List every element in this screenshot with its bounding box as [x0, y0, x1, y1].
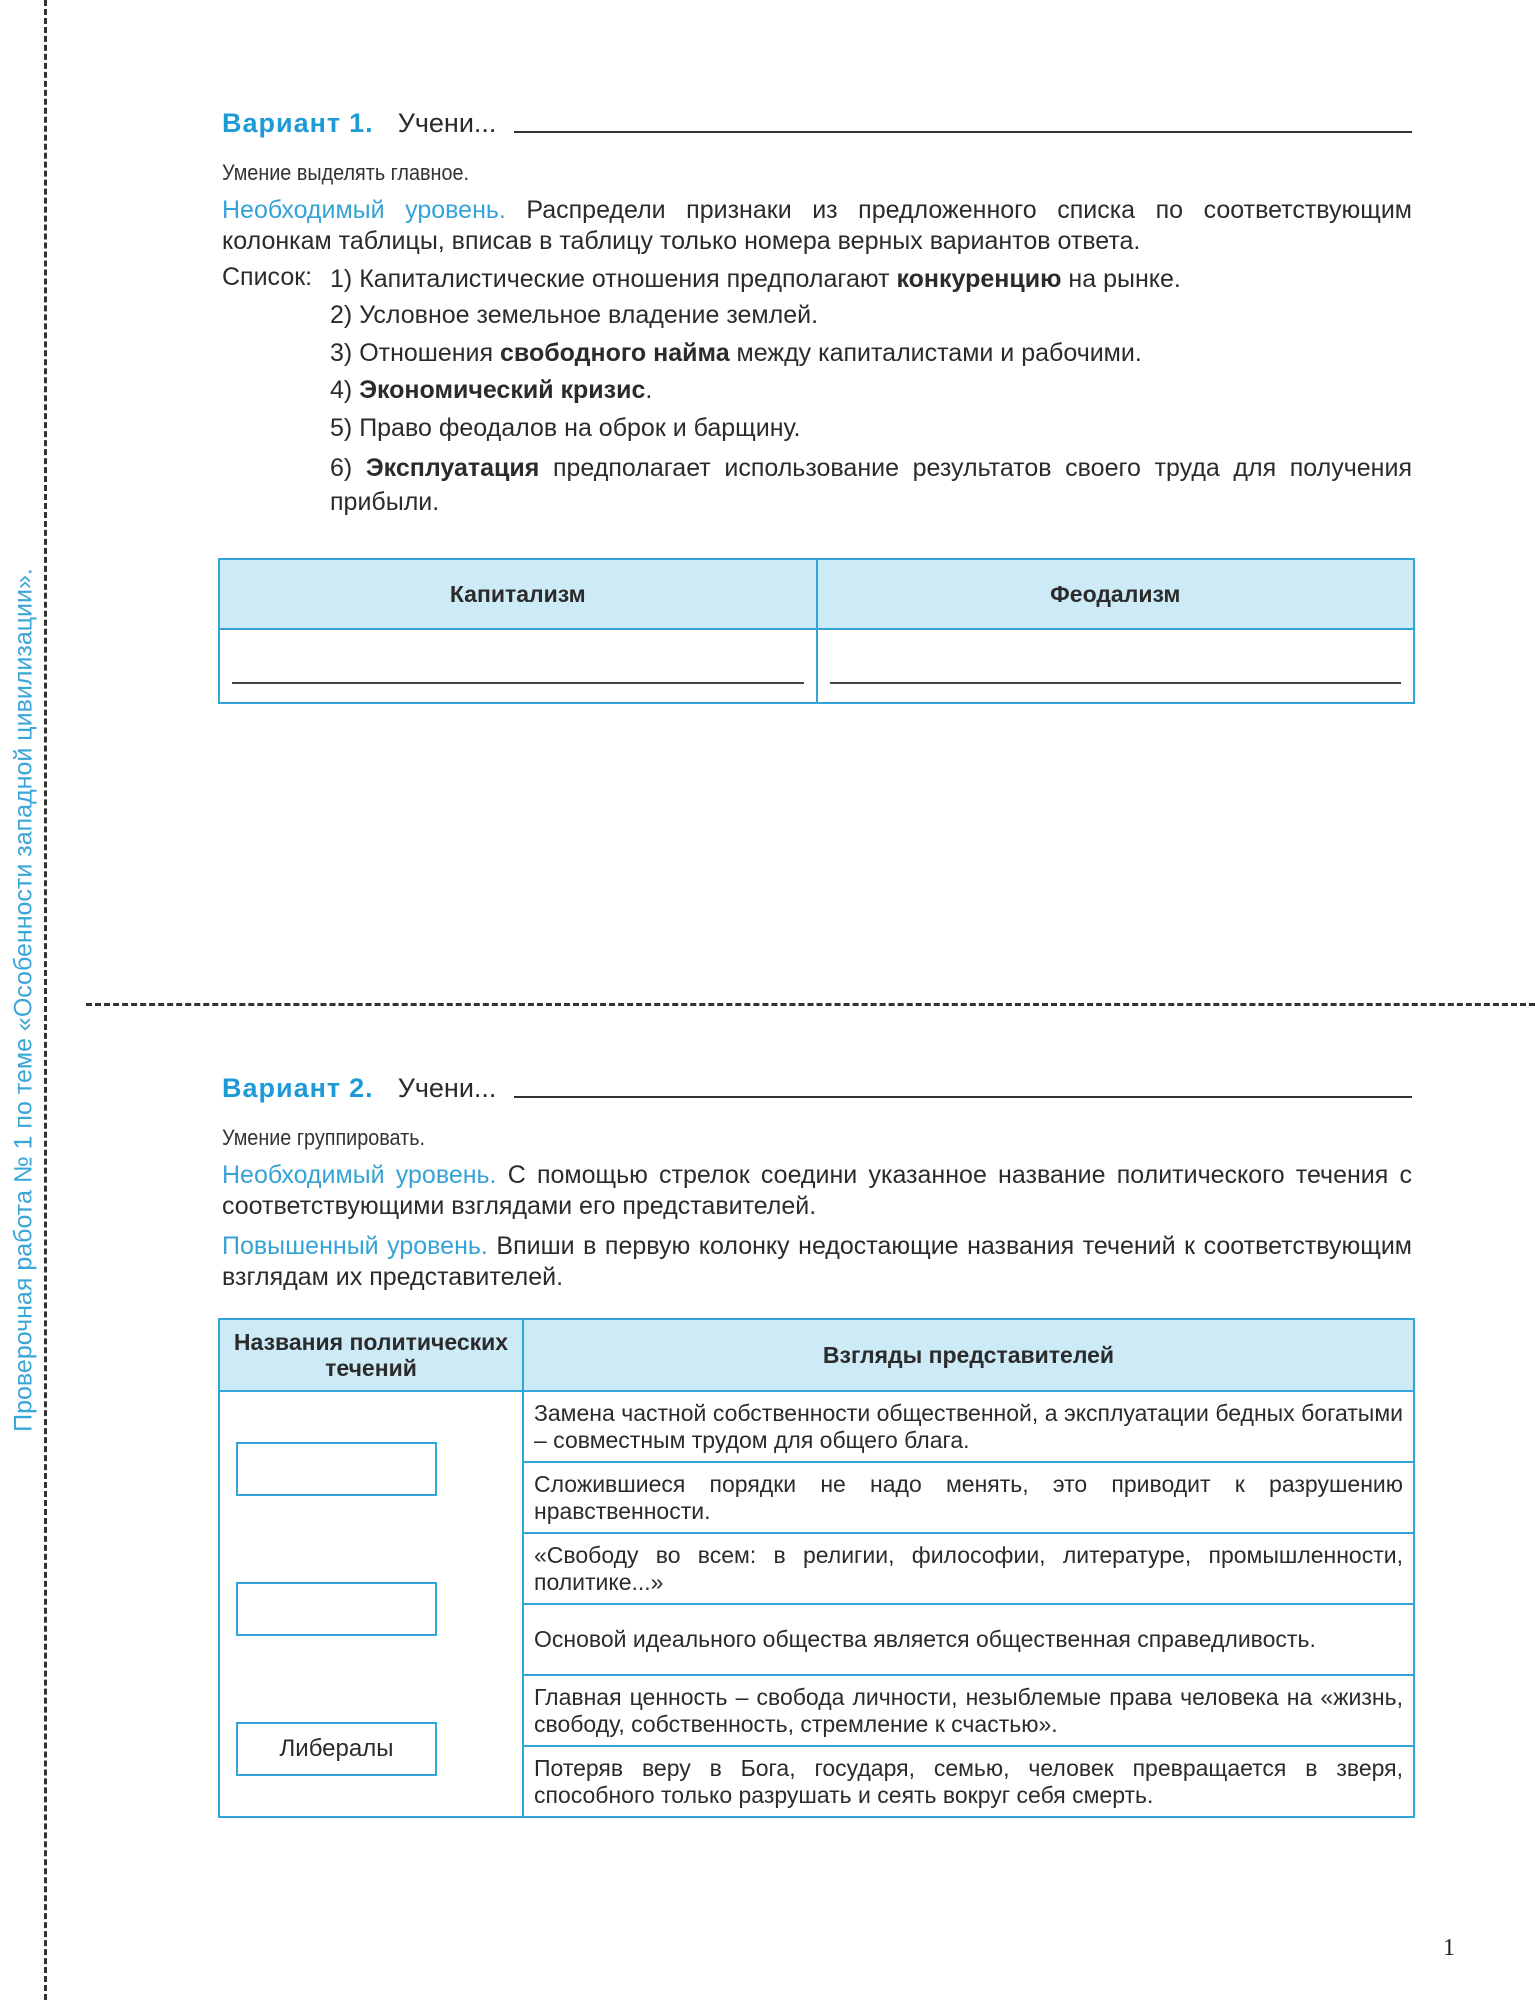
task-paragraph: [222, 1160, 1412, 1222]
view-cell: «Свободу во всем: в религии, философии, литературе, промышленности, политике...»: [523, 1533, 1414, 1604]
list-item: 1) Капиталистические отношения предполагают конкуренцию на рынке.: [330, 265, 1181, 293]
view-cell: Основой идеального общества является общественная справедливость.: [523, 1604, 1414, 1675]
list-item: 4) Экономический кризис.: [330, 376, 653, 404]
list-item: 3) Отношения свободного найма между капиталистами и рабочими.: [330, 339, 1142, 367]
list-item: 5) Право феодалов на оброк и барщину.: [330, 414, 801, 442]
variant1-header: [222, 108, 1412, 139]
page-number: 1: [1443, 1935, 1455, 1961]
list-intro: Список:: [222, 263, 313, 291]
answer-cell-feudalism[interactable]: [817, 629, 1415, 703]
variant2-label: Вариант 2.: [222, 1073, 374, 1103]
list-item: 6) Эксплуатация предполагает использование результатов своего труда для получения прибыли.: [330, 454, 1412, 516]
level-label: Повышенный уровень.: [222, 1232, 488, 1260]
column-header-views: Взгляды представителей: [523, 1319, 1414, 1391]
view-cell: Потеряв веру в Бога, государя, семью, человек превращается в зверя, способного только разрушать и сеять вокруг себя смерть.: [523, 1746, 1414, 1817]
level-label: Необходимый уровень.: [222, 196, 506, 224]
name-box[interactable]: [236, 1442, 437, 1496]
column-header-capitalism: Капитализм: [219, 559, 817, 629]
variant1-label: Вариант 1.: [222, 108, 374, 138]
column-header-feudalism: Феодализм: [817, 559, 1415, 629]
task-text: С помощью стрелок соедини указанное название политического течения с соответствующими взглядами его представителей.: [222, 1161, 1412, 1220]
names-column: [219, 1391, 523, 1817]
task-paragraph-advanced: [222, 1231, 1412, 1293]
student-label: Учени...: [397, 1073, 497, 1103]
name-box-liberals[interactable]: Либералы: [236, 1722, 437, 1776]
cut-line-vertical: [44, 0, 47, 2000]
task-text: Распредели признаки из предложенного списка по соответствующим колонкам таблицы, вписав в таблицу только номера верных вариантов ответа.: [222, 196, 1412, 255]
view-cell: Главная ценность – свобода личности, незыблемые права человека на «жизнь, свободу, собственность, стремление к счастью».: [523, 1675, 1414, 1746]
answer-line: [232, 682, 804, 684]
variant2-header: [222, 1073, 1412, 1104]
answer-line: [830, 682, 1402, 684]
list-item: 2) Условное земельное владение землей.: [330, 301, 819, 329]
view-cell: Замена частной собственности общественной, а эксплуатации бедных богатыми – совместным трудом для общего блага.: [523, 1391, 1414, 1462]
level-label: Необходимый уровень.: [222, 1161, 497, 1189]
skill-label: Умение выделять главное.: [222, 160, 469, 185]
student-label: Учени...: [397, 108, 497, 138]
task-text: Впиши в первую колонку недостающие названия течений к соответствующим взглядам их представителей.: [222, 1232, 1412, 1291]
cut-line-horizontal: [86, 1003, 1535, 1006]
student-name-line[interactable]: [514, 131, 1412, 133]
student-name-line[interactable]: [514, 1096, 1412, 1098]
matching-table: [218, 1318, 1415, 1818]
answer-cell-capitalism[interactable]: [219, 629, 817, 703]
task-paragraph: [222, 195, 1412, 257]
skill-label: Умение группировать.: [222, 1125, 426, 1150]
name-box[interactable]: [236, 1582, 437, 1636]
view-cell: Сложившиеся порядки не надо менять, это приводит к разрушению нравственности.: [523, 1462, 1414, 1533]
side-title: Проверочная работа № 1 по теме «Особенности западной цивилизации».: [9, 568, 38, 1432]
classification-table: [218, 558, 1415, 704]
column-header-names: Названия политических течений: [219, 1319, 523, 1391]
